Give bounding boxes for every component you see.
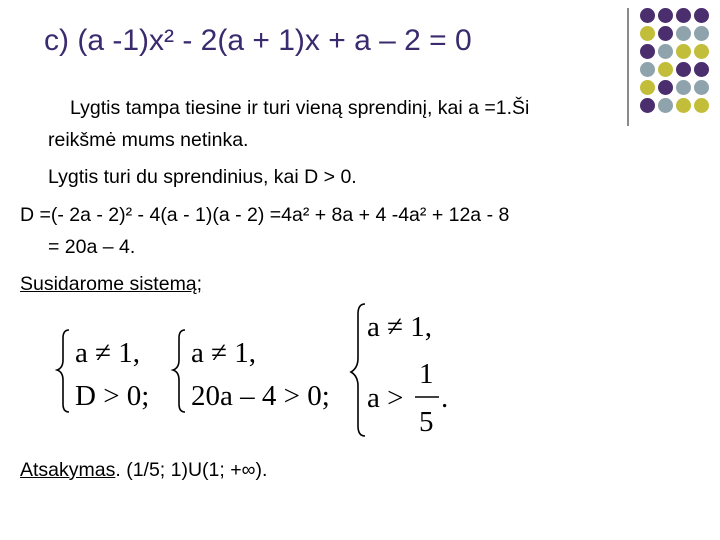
dot-purple (640, 8, 655, 23)
dot-olive (694, 44, 709, 59)
dot-olive (694, 98, 709, 113)
dot-purple (640, 44, 655, 59)
decorative-vertical-line (627, 8, 629, 126)
system-intro: Susidarome sistemą; (20, 273, 203, 295)
dot-olive (676, 98, 691, 113)
slide-title: c) (a -1)x² - 2(a + 1)x + a – 2 = 0 (44, 24, 472, 57)
system-1-brace (57, 330, 69, 412)
system-2-brace (173, 330, 185, 412)
dot-gray (676, 26, 691, 41)
dot-purple (640, 98, 655, 113)
body-line-2: reikšmė mums netinka. (48, 129, 249, 151)
dot-gray (694, 26, 709, 41)
dot-purple (694, 8, 709, 23)
answer-text: . (1/5; 1)U(1; +∞). (115, 459, 268, 481)
body-line-3: Lygtis turi du sprendinius, kai D > 0. (48, 166, 357, 188)
system-3-brace (351, 304, 365, 436)
fraction-numerator: 1 (419, 358, 434, 390)
dot-olive (676, 44, 691, 59)
dot-purple (676, 8, 691, 23)
fraction-denominator: 5 (419, 406, 434, 438)
dot-purple (658, 8, 673, 23)
system-3-row-2: a > (367, 382, 404, 414)
system-3-row-1: a ≠ 1, (367, 311, 433, 343)
answer-line (20, 459, 267, 482)
system-1-row-1: a ≠ 1, (75, 337, 141, 369)
discriminant-result: = 20a – 4. (48, 236, 136, 258)
dot-gray (676, 80, 691, 95)
answer-label: Atsakymas (20, 459, 116, 481)
system-3-period: . (441, 382, 449, 414)
dot-gray (658, 98, 673, 113)
dot-gray (658, 44, 673, 59)
dot-olive (640, 80, 655, 95)
system-1-row-2: D > 0; (75, 380, 150, 412)
dot-olive (658, 62, 673, 77)
system-2-row-1: a ≠ 1, (191, 337, 257, 369)
dot-purple (676, 62, 691, 77)
body-line-1: Lygtis tampa tiesine ir turi vieną sprendinį, kai a =1.Ši (70, 97, 530, 119)
dot-purple (658, 80, 673, 95)
inequality-systems (55, 300, 475, 440)
dot-gray (640, 62, 655, 77)
dot-olive (640, 26, 655, 41)
system-2-row-2: 20a – 4 > 0; (191, 380, 330, 412)
dot-purple (658, 26, 673, 41)
discriminant-line: D =(- 2a - 2)² - 4(a - 1)(a - 2) =4a² + 8a + 4 -4a² + 12a - 8 (20, 204, 510, 226)
dot-gray (694, 80, 709, 95)
dot-purple (694, 62, 709, 77)
